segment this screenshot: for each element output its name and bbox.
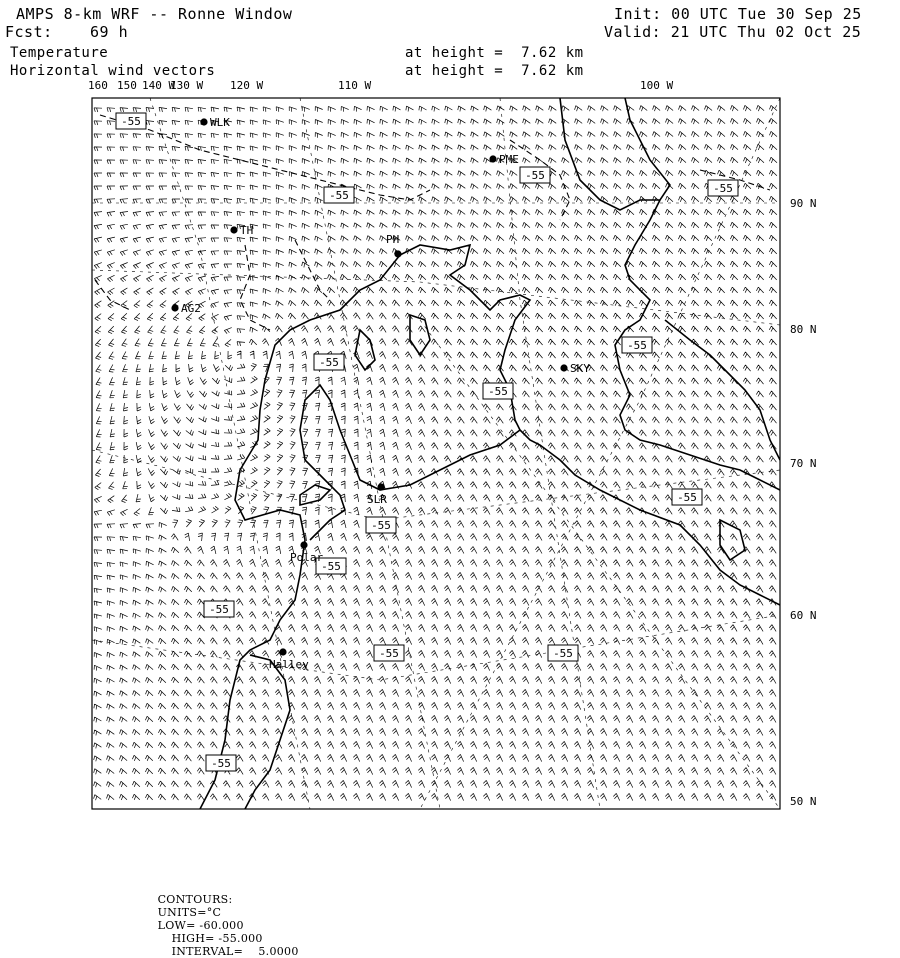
svg-text:-55: -55 [321,560,341,573]
low-label: LOW= -60.000 [157,919,244,932]
svg-text:Halley: Halley [269,658,309,671]
svg-text:-55: -55 [713,182,733,195]
longitude-label: 110 W [338,79,372,92]
longitude-label: 150 [117,79,137,92]
contour-label [622,337,652,353]
station-ag2 [171,302,200,315]
longitude-label: 130 W [170,79,204,92]
field-wind-vectors: Horizontal wind vectors [10,63,216,79]
coastlines [200,98,780,809]
longitude-label: 160 [88,79,108,92]
init-time: Init: 00 UTC Tue 30 Sep 25 [614,5,862,23]
height-temperature: at height = 7.62 km [405,45,584,61]
latitude-labels [790,197,817,808]
contour-label [116,113,146,129]
station-slr [367,483,387,506]
contour-label [324,187,354,203]
svg-text:-55: -55 [488,385,508,398]
svg-text:PH: PH [386,233,400,246]
svg-text:SKY: SKY [570,362,590,375]
station-pme [489,153,518,166]
map-title: AMPS 8-km WRF -- Ronne Window [16,5,293,23]
wind-barbs [94,105,777,800]
svg-text:TH: TH [240,224,254,237]
svg-text:Polar: Polar [290,551,324,564]
longitude-label: 100 W [640,79,674,92]
station-wlk [200,116,230,129]
map-frame [92,98,780,809]
longitude-label: 120 W [230,79,264,92]
latitude-label: 90 N [790,197,817,210]
svg-text:-55: -55 [209,603,229,616]
svg-text:-55: -55 [677,491,697,504]
svg-text:WLK: WLK [210,116,230,129]
latitude-label: 80 N [790,323,817,336]
contour-label [548,645,578,661]
svg-text:-55: -55 [211,757,231,770]
contour-label [708,180,738,196]
contour-label [483,383,513,399]
station-sky [560,362,590,375]
latitude-label: 50 N [790,795,817,808]
valid-time: Valid: 21 UTC Thu 02 Oct 25 [604,23,862,41]
latitude-label: 60 N [790,609,817,622]
station-polar [290,541,323,564]
station-ph [386,233,402,258]
contour-label [520,167,550,183]
longitude-label: 140 W [142,79,176,92]
forecast-hours: 69 h [90,23,129,41]
field-temperature: Temperature [10,45,109,61]
svg-text:-55: -55 [525,169,545,182]
contour-label [366,517,396,533]
contours-label: CONTOURS: [157,893,233,906]
svg-text:PME: PME [499,153,519,166]
svg-text:-55: -55 [379,647,399,660]
svg-text:-55: -55 [553,647,573,660]
svg-text:-55: -55 [319,356,339,369]
interval-label: INTERVAL= 5.0000 [171,945,299,958]
high-label: HIGH= -55.000 [171,932,263,945]
lat-lon-gridlines [92,98,780,809]
contour-label [672,489,702,505]
contour-label [204,601,234,617]
svg-text:-55: -55 [627,339,647,352]
contour-label [314,354,344,370]
contour-legend [150,880,303,958]
contour-label [206,755,236,771]
svg-text:AG2: AG2 [181,302,201,315]
station-th [230,224,253,237]
svg-text:-55: -55 [121,115,141,128]
svg-text:-55: -55 [329,189,349,202]
svg-text:SLR: SLR [367,493,387,506]
units-label: UNITS=°C [157,906,222,919]
longitude-labels [88,79,673,92]
forecast-label: Fcst: [5,23,53,41]
latitude-label: 70 N [790,457,817,470]
height-wind: at height = 7.62 km [405,63,584,79]
wind-barbs-layer [94,105,777,800]
svg-text:-55: -55 [371,519,391,532]
contour-label [374,645,404,661]
